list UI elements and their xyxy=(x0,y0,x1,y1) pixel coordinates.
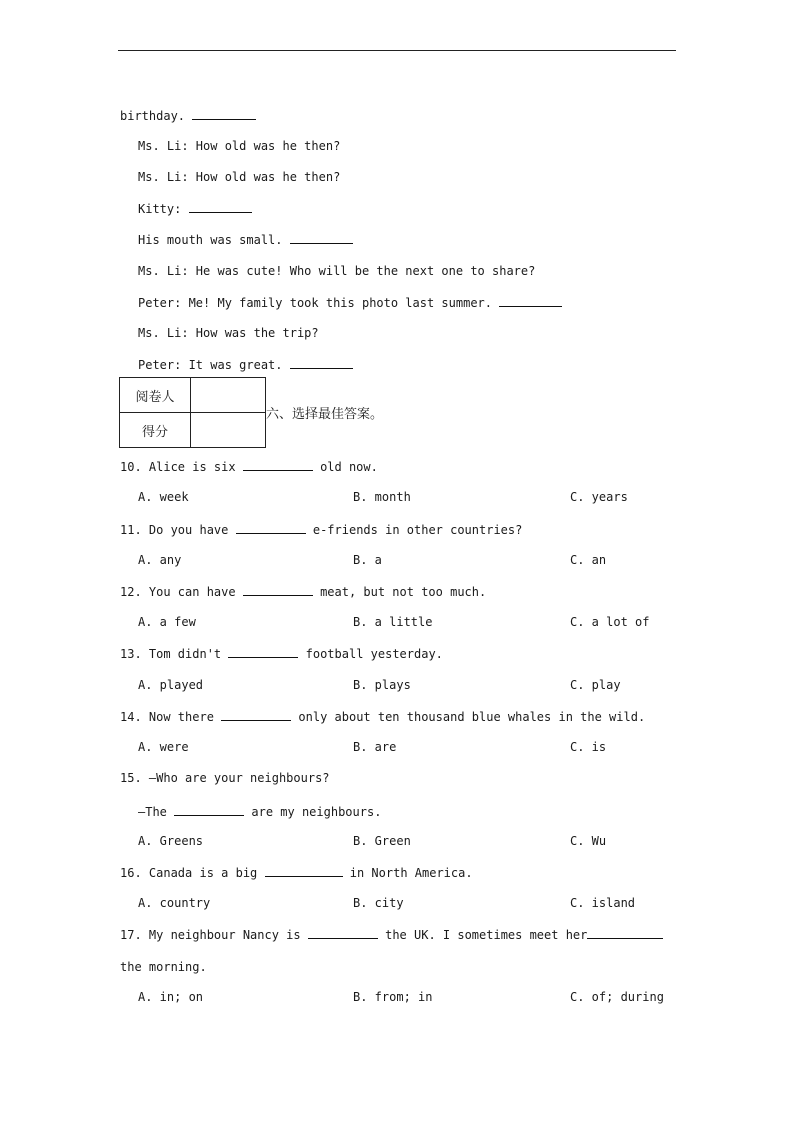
stem-text: the morning. xyxy=(120,960,207,974)
dialogue-line xyxy=(138,295,562,310)
option-a[interactable]: A. Greens xyxy=(138,834,204,848)
dialogue-line xyxy=(138,139,340,153)
option-a[interactable]: A. played xyxy=(138,678,204,692)
option-b[interactable]: B. month xyxy=(353,490,411,504)
dialogue-text: birthday. xyxy=(120,109,186,123)
stem-text: —The xyxy=(138,805,167,819)
option-c[interactable]: C. is xyxy=(570,740,607,754)
dialogue-text: Kitty: xyxy=(138,202,182,216)
question-stem xyxy=(120,522,522,537)
question-stem xyxy=(120,459,378,474)
stem-text: 15. —Who are your neighbours? xyxy=(120,771,330,785)
option-c[interactable]: C. an xyxy=(570,553,607,567)
question-stem xyxy=(120,865,473,880)
option-b[interactable]: B. city xyxy=(353,896,404,910)
answer-blank[interactable] xyxy=(290,357,353,369)
option-b[interactable]: B. from; in xyxy=(353,990,433,1004)
option-a[interactable]: A. a few xyxy=(138,615,196,629)
stem-text: in North America. xyxy=(349,866,473,880)
stem-text: e-friends in other countries? xyxy=(312,523,523,537)
dialogue-text: His mouth was small. xyxy=(138,233,283,247)
dialogue-line xyxy=(120,108,256,123)
score-table xyxy=(119,377,266,448)
dialogue-text: Peter: Me! My family took this photo last summer. xyxy=(138,296,493,310)
score-label: 得分 xyxy=(120,413,191,448)
option-a[interactable]: A. week xyxy=(138,490,189,504)
question-stem xyxy=(120,709,645,724)
stem-text: 13. Tom didn't xyxy=(120,647,222,661)
option-a[interactable]: A. country xyxy=(138,896,211,910)
option-b[interactable]: B. Green xyxy=(353,834,411,848)
answer-blank[interactable] xyxy=(221,709,291,721)
option-b[interactable]: B. plays xyxy=(353,678,411,692)
answer-blank[interactable] xyxy=(308,927,378,939)
dialogue-line xyxy=(138,326,319,340)
option-a[interactable]: A. were xyxy=(138,740,189,754)
answer-blank[interactable] xyxy=(236,522,306,534)
stem-text: the UK. I sometimes meet her xyxy=(385,928,588,942)
option-a[interactable]: A. in; on xyxy=(138,990,204,1004)
dialogue-text: Ms. Li: How old was he then? xyxy=(138,139,341,153)
reviewer-cell[interactable] xyxy=(191,378,266,413)
answer-blank[interactable] xyxy=(243,584,313,596)
stem-text: 14. Now there xyxy=(120,710,214,724)
dialogue-text: Ms. Li: He was cute! Who will be the next one to share? xyxy=(138,264,536,278)
dialogue-line xyxy=(138,357,353,372)
option-c[interactable]: C. play xyxy=(570,678,621,692)
option-b[interactable]: B. a xyxy=(353,553,382,567)
answer-blank[interactable] xyxy=(189,201,252,213)
answer-blank[interactable] xyxy=(243,459,313,471)
stem-text: 16. Canada is a big xyxy=(120,866,258,880)
stem-text: 11. Do you have xyxy=(120,523,229,537)
answer-blank[interactable] xyxy=(290,232,353,244)
stem-text: football yesterday. xyxy=(305,647,443,661)
answer-blank[interactable] xyxy=(587,927,663,939)
dialogue-line xyxy=(138,232,353,247)
question-stem xyxy=(120,927,663,942)
answer-blank[interactable] xyxy=(499,295,562,307)
question-stem-line2 xyxy=(120,960,207,974)
option-c[interactable]: C. of; during xyxy=(570,990,664,1004)
answer-blank[interactable] xyxy=(228,646,298,658)
option-b[interactable]: B. are xyxy=(353,740,397,754)
dialogue-line xyxy=(138,170,340,184)
stem-text: 12. You can have xyxy=(120,585,236,599)
reviewer-label: 阅卷人 xyxy=(120,378,191,413)
stem-text: meat, but not too much. xyxy=(320,585,487,599)
stem-text: only about ten thousand blue whales in the wild. xyxy=(298,710,646,724)
section-title: 六、选择最佳答案。 xyxy=(266,407,384,422)
option-c[interactable]: C. a lot of xyxy=(570,615,650,629)
answer-blank[interactable] xyxy=(265,865,343,877)
header-rule xyxy=(118,50,676,51)
stem-text: are my neighbours. xyxy=(251,805,382,819)
option-b[interactable]: B. a little xyxy=(353,615,433,629)
option-c[interactable]: C. Wu xyxy=(570,834,607,848)
score-cell[interactable] xyxy=(191,413,266,448)
dialogue-text: Ms. Li: How was the trip? xyxy=(138,326,319,340)
question-stem xyxy=(120,771,330,785)
option-c[interactable]: C. island xyxy=(570,896,636,910)
answer-blank[interactable] xyxy=(192,108,256,120)
stem-text: 10. Alice is six xyxy=(120,460,236,474)
dialogue-line xyxy=(138,201,252,216)
question-stem xyxy=(120,584,486,599)
stem-text: old now. xyxy=(320,460,378,474)
stem-text: 17. My neighbour Nancy is xyxy=(120,928,301,942)
option-a[interactable]: A. any xyxy=(138,553,182,567)
dialogue-line xyxy=(138,264,535,278)
dialogue-text: Ms. Li: How old was he then? xyxy=(138,170,341,184)
answer-blank[interactable] xyxy=(174,804,244,816)
question-stem-line2 xyxy=(138,804,381,819)
question-stem xyxy=(120,646,443,661)
option-c[interactable]: C. years xyxy=(570,490,628,504)
dialogue-text: Peter: It was great. xyxy=(138,358,283,372)
